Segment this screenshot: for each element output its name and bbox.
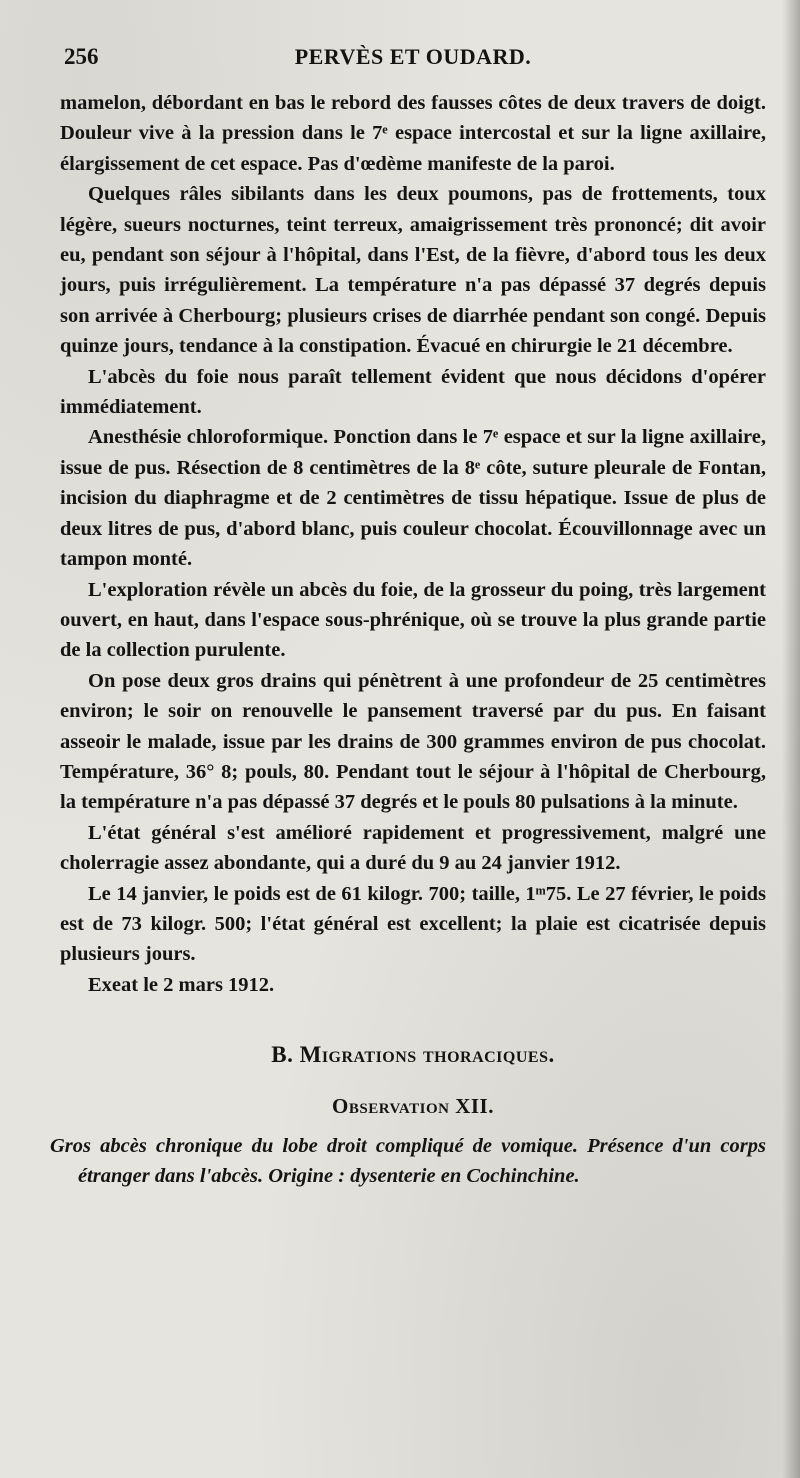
page-number: 256	[64, 44, 99, 69]
paragraph: Le 14 janvier, le poids est de 61 kilogr. 700; taille, 1ᵐ75. Le 27 février, le poids est de 73 kilogr. 500; l'état général est excellent; la plaie est cicatrisée depuis plusieurs jours.	[60, 882, 766, 966]
observation-heading: Observation XII.	[332, 1094, 494, 1119]
running-head: PERVÈS ET OUDARD.	[294, 44, 532, 69]
paragraph: Exeat le 2 mars 1912.	[88, 973, 275, 996]
paragraph: L'abcès du foie nous paraît tellement évident que nous décidons d'opérer immédiatement.	[60, 365, 766, 419]
paragraph: Anesthésie chloroformique. Ponction dans le 7ᵉ espace et sur la ligne axillaire, issue de pus. Résection de 8 centimètres de la 8ᵉ côte, suture pleurale de Fontan, incision du diaphragme et de 2 centimètres de tissu hépatique. Issue de plus de deux litres de pus, d'abord blanc, puis couleur chocolat. Écouvillonnage avec un tampon monté.	[60, 426, 766, 571]
page-edge-shadow	[782, 0, 800, 1478]
paragraph: mamelon, débordant en bas le rebord des fausses côtes de deux travers de doigt. Douleur vive à la pression dans le 7ᵉ espace intercostal et sur la ligne axillaire, élargissement de cet espace. Pas d'œdème manifeste de la paroi.	[60, 92, 766, 175]
section-heading: B. Migrations thoraciques.	[271, 1042, 555, 1068]
paragraph: L'état général s'est amélioré rapidement et progressivement, malgré une cholerragie assez abondante, qui a duré du 9 au 24 janvier 1912.	[60, 821, 766, 875]
paragraph: On pose deux gros drains qui pénètrent à une profondeur de 25 centimètres environ; le soir on renouvelle le pansement traversé par du pus. En faisant asseoir le malade, issue par les drains de 300 grammes environ de pus chocolat. Température, 36° 8; pouls, 80. Pendant tout le séjour à l'hôpital de Cherbourg, la température n'a pas dépassé 37 degrés et le pouls 80 pulsations à la minute.	[60, 669, 766, 814]
paragraph: Quelques râles sibilants dans les deux poumons, pas de frottements, toux légère, sueurs nocturnes, teint terreux, amaigrissement très prononcé; dit avoir eu, pendant son séjour à l'hôpital, dans l'Est, de la fièvre, d'abord tous les deux jours, puis irrégulièrement. La température n'a pas dépassé 37 degrés depuis son arrivée à Cherbourg; plusieurs crises de diarrhée pendant son congé. Depuis quinze jours, tendance à la constipation. Évacué en chirurgie le 21 décembre.	[60, 183, 766, 358]
paragraph: L'exploration révèle un abcès du foie, de la grosseur du poing, très largement ouvert, en haut, dans l'espace sous-phrénique, où se trouve la plus grande partie de la collection purulente.	[60, 578, 766, 662]
page-header	[60, 38, 766, 88]
observation-title: Gros abcès chronique du lobe droit compliqué de vomique. Présence d'un corps étranger dans l'abcès. Origine : dysenterie en Cochinchine.	[50, 1135, 766, 1188]
body-text	[60, 88, 766, 1000]
